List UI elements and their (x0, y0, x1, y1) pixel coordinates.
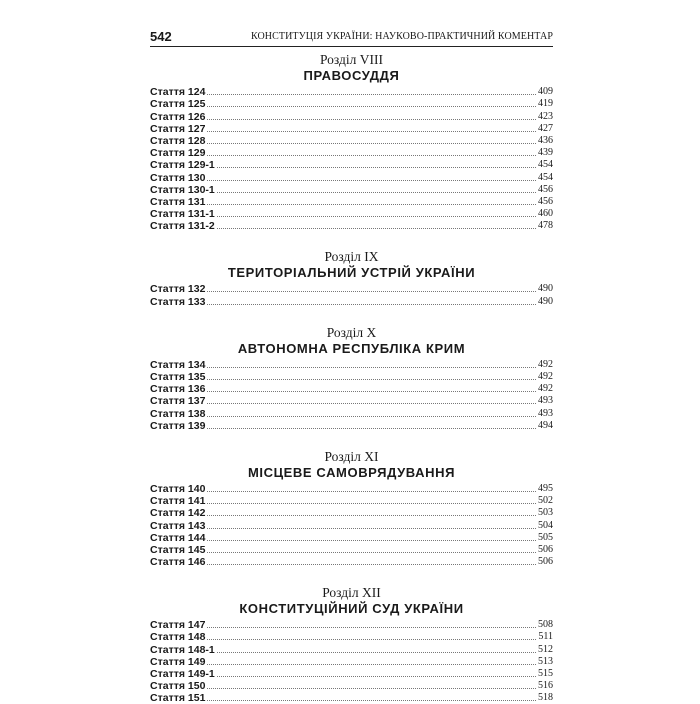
dot-leader (207, 688, 536, 689)
page-ref: 492 (538, 383, 553, 395)
toc-list (150, 283, 553, 307)
page-ref: 503 (538, 507, 553, 519)
article-name: Стаття 131-1 (150, 208, 215, 221)
article-name: Стаття 148 (150, 631, 206, 644)
dot-leader (217, 167, 536, 168)
section-label: Розділ XI (324, 448, 379, 464)
article-name: Стаття 134 (150, 358, 206, 371)
article-name: Стаття 130-1 (150, 183, 215, 196)
page-ref: 513 (538, 655, 553, 667)
document-page (150, 28, 553, 704)
article-name: Стаття 149 (150, 655, 206, 668)
toc-entry (150, 507, 553, 519)
article-name: Стаття 130 (150, 171, 206, 184)
section-title: ТЕРИТОРІАЛЬНИЙ УСТРІЙ УКРАЇНИ (227, 265, 476, 281)
toc-entry (150, 519, 553, 531)
article-name: Стаття 149-1 (150, 668, 215, 680)
toc-entry (150, 619, 553, 631)
dot-leader (217, 676, 536, 677)
article-name: Стаття 148-1 (150, 643, 215, 656)
page-ref: 423 (538, 110, 553, 122)
page-ref: 492 (538, 371, 553, 382)
toc-entry (150, 643, 553, 655)
page-ref: 456 (538, 183, 553, 195)
toc-entry (150, 171, 553, 183)
article-name: Стаття 135 (150, 371, 206, 383)
page-ref: 515 (538, 668, 553, 679)
page-ref: 409 (538, 86, 553, 98)
section-title: МІСЦЕВЕ САМОВРЯДУВАННЯ (247, 464, 456, 480)
page-ref: 493 (538, 395, 553, 407)
dot-leader (207, 155, 536, 156)
toc-entry (150, 656, 553, 668)
page-number: 542 (150, 29, 172, 44)
page-ref: 505 (538, 531, 553, 543)
toc-entry (150, 483, 553, 495)
article-name: Стаття 138 (150, 407, 206, 420)
dot-leader (207, 204, 536, 205)
article-name: Стаття 124 (150, 86, 206, 99)
article-name: Стаття 132 (150, 283, 206, 296)
toc-entry (150, 98, 553, 110)
article-name: Стаття 129-1 (150, 159, 215, 172)
page-ref: 511 (538, 631, 553, 643)
toc-entry (150, 692, 553, 704)
page-ref: 456 (538, 195, 553, 207)
page-ref: 454 (538, 159, 553, 171)
article-name: Стаття 147 (150, 619, 206, 632)
article-name: Стаття 131-2 (150, 220, 215, 233)
section-viii (150, 52, 553, 84)
toc-entry (150, 371, 553, 383)
article-name: Стаття 143 (150, 519, 206, 532)
dot-leader (217, 216, 536, 217)
article-name: Стаття 150 (150, 680, 206, 693)
toc-entry (150, 147, 553, 159)
page-ref: 494 (538, 419, 553, 431)
dot-leader (207, 552, 536, 553)
toc-entry (150, 383, 553, 395)
dot-leader (207, 428, 536, 429)
dot-leader (207, 106, 536, 107)
section-title: КОНСТИТУЦІЙНИЙ СУД УКРАЇНИ (239, 601, 464, 617)
toc-entry (150, 680, 553, 692)
page-ref: 492 (538, 358, 553, 370)
section-xii (150, 585, 553, 617)
section-xi (150, 449, 553, 481)
article-name: Стаття 131 (150, 195, 206, 208)
dot-leader (207, 528, 536, 529)
toc-entry (150, 420, 553, 432)
article-name: Стаття 144 (150, 531, 206, 544)
dot-leader (207, 304, 536, 305)
dot-leader (207, 564, 536, 565)
page-ref: 504 (538, 519, 553, 531)
section-label: Розділ XII (322, 585, 381, 601)
dot-leader (217, 228, 536, 229)
article-name: Стаття 151 (150, 692, 206, 704)
article-name: Стаття 146 (150, 556, 206, 569)
page-ref: 512 (538, 643, 553, 655)
page-ref: 506 (538, 556, 553, 568)
toc-entry (150, 359, 553, 371)
page-ref: 454 (538, 171, 553, 183)
dot-leader (207, 367, 536, 368)
dot-leader (207, 664, 536, 665)
dot-leader (207, 627, 536, 628)
page-ref: 502 (538, 495, 553, 507)
toc-entry (150, 208, 553, 220)
dot-leader (207, 391, 536, 392)
article-name: Стаття 145 (150, 543, 206, 556)
toc-entry (150, 196, 553, 208)
article-name: Стаття 127 (150, 122, 206, 135)
article-name: Стаття 128 (150, 134, 206, 147)
page-ref: 439 (538, 147, 553, 159)
toc-entry (150, 110, 553, 122)
page-ref: 490 (538, 283, 553, 295)
toc-entry (150, 123, 553, 135)
toc-entry (150, 220, 553, 232)
article-name: Стаття 141 (150, 495, 206, 508)
article-name: Стаття 139 (150, 419, 206, 432)
toc-entry (150, 544, 553, 556)
page-ref: 490 (538, 295, 553, 307)
section-x (150, 325, 553, 357)
section-title: ПРАВОСУДДЯ (303, 68, 400, 83)
article-name: Стаття 136 (150, 383, 206, 396)
toc-entry (150, 135, 553, 147)
dot-leader (207, 291, 536, 292)
toc-list (150, 619, 553, 704)
dot-leader (217, 192, 536, 193)
dot-leader (207, 403, 536, 404)
dot-leader (207, 491, 536, 492)
section-label: Розділ X (326, 324, 377, 340)
page-ref: 506 (538, 543, 553, 555)
dot-leader (217, 652, 536, 653)
article-name: Стаття 129 (150, 147, 206, 160)
page-ref: 460 (538, 208, 553, 220)
dot-leader (207, 515, 536, 516)
article-name: Стаття 125 (150, 98, 206, 111)
toc-list (150, 483, 553, 568)
running-title: КОНСТИТУЦІЯ УКРАЇНИ: НАУКОВО-ПРАКТИЧНИЙ КОМЕНТАР (250, 31, 553, 42)
dot-leader (207, 540, 536, 541)
toc-list (150, 86, 553, 232)
toc-entry (150, 159, 553, 171)
page-ref: 495 (538, 482, 553, 494)
toc-entry (150, 556, 553, 568)
dot-leader (207, 416, 536, 417)
toc-entry (150, 495, 553, 507)
page-ref: 518 (538, 692, 553, 704)
toc-entry (150, 631, 553, 643)
section-title: АВТОНОМНА РЕСПУБЛІКА КРИМ (237, 340, 466, 356)
dot-leader (207, 503, 536, 504)
page-ref: 427 (538, 122, 553, 134)
section-label: Розділ VIII (320, 52, 383, 67)
dot-leader (207, 94, 536, 95)
section-ix (150, 249, 553, 281)
article-name: Стаття 142 (150, 507, 206, 520)
toc-entry (150, 395, 553, 407)
dot-leader (207, 700, 536, 701)
article-name: Стаття 137 (150, 395, 206, 408)
toc-entry (150, 184, 553, 196)
page-ref: 516 (538, 680, 553, 692)
page-ref: 436 (538, 134, 553, 146)
toc-entry (150, 407, 553, 419)
toc-entry (150, 283, 553, 295)
article-name: Стаття 140 (150, 482, 206, 495)
toc-entry (150, 86, 553, 98)
article-name: Стаття 126 (150, 110, 206, 123)
dot-leader (207, 379, 536, 380)
toc-entry (150, 668, 553, 680)
page-ref: 508 (538, 619, 553, 631)
dot-leader (207, 119, 536, 120)
page-ref: 493 (538, 407, 553, 419)
page-ref: 478 (538, 220, 553, 232)
toc-entry (150, 532, 553, 544)
dot-leader (207, 143, 536, 144)
toc-entry (150, 295, 553, 307)
toc-list (150, 359, 553, 432)
dot-leader (207, 131, 536, 132)
dot-leader (207, 639, 536, 640)
page-header (150, 28, 553, 47)
dot-leader (207, 180, 536, 181)
page-ref: 419 (538, 98, 553, 110)
section-label: Розділ IX (324, 249, 379, 265)
article-name: Стаття 133 (150, 295, 206, 308)
